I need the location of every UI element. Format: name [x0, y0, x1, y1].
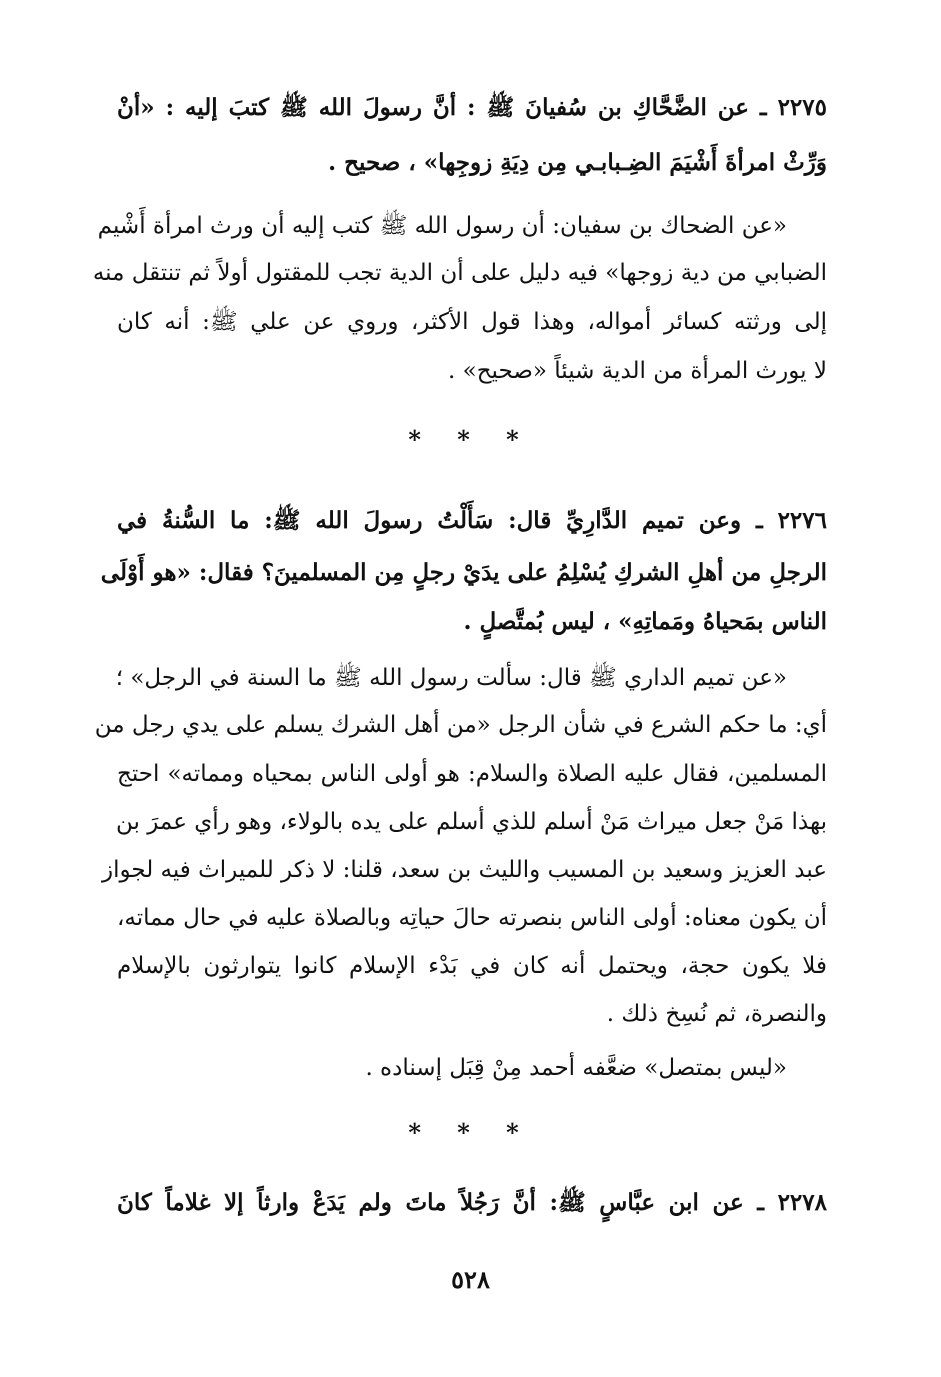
- page-number: ٥٢٨: [451, 1265, 490, 1294]
- hadith-2275-line-2: وَرِّثْ امرأةَ أَشْيَمَ الضِـبابـي مِن دِيَةِ زوجِها» ، صحيح .: [328, 149, 827, 176]
- hadith-2276-line-1: ٢٢٧٦ ـ وعن تميم الدَّارِيِّ قال: سَأَلْتُ رسولَ الله ﷺ: ما السُّنةُ في: [117, 507, 827, 534]
- commentary-2275-line-4: لا يورث المرأة من الدية شيئاً «صحيح» .: [448, 358, 827, 384]
- commentary-2276-line-9: «ليس بمتصل» ضعَّفه أحمد مِنْ قِبَل إسناده .: [365, 1055, 787, 1081]
- commentary-2276-line-4: بهذا مَنْ جعل ميراث مَنْ أسلم للذي أسلم على يده بالولاء، وهو رأي عمرَ بن: [116, 809, 827, 835]
- commentary-2276-line-1: «عن تميم الداري ﷺ قال: سألت رسول الله ﷺ ما السنة في الرجل» ؛: [115, 665, 787, 691]
- hadith-2276-line-3: الناس بمَحياهُ ومَماتِهِ» ، ليس بُمتَّصلٍ .: [463, 608, 827, 635]
- commentary-2275-line-3: إلى ورثته كسائر أمواله، وهذا قول الأكثر، وروي عن علي ﷺ: أنه كان: [117, 309, 827, 335]
- hadith-2275-line-1: ٢٢٧٥ ـ عن الضَّحَّاكِ بن سُفيانَ ﷺ : أنَّ رسولَ الله ﷺ كتبَ إليه : «أنْ: [117, 94, 827, 121]
- commentary-2276-line-5: عبد العزيز وسعيد بن المسيب والليث بن سعد، قلنا: لا ذكر للميراث فيه لجواز: [101, 857, 827, 883]
- commentary-2276-line-8: والنصرة، ثم نُسِخ ذلك .: [606, 1001, 827, 1027]
- commentary-2275-line-1: «عن الضحاك بن سفيان: أن رسول الله ﷺ كتب إليه أن ورث امرأة أَشْيم: [97, 213, 787, 239]
- hadith-2278-line-1: ٢٢٧٨ ـ عن ابن عبَّاسٍ ﷺ: أنَّ رَجُلاً ماتَ ولم يَدَعْ وارثاً إلا غلاماً كانَ: [117, 1189, 827, 1216]
- commentary-2275-line-2: الضبابي من دية زوجها» فيه دليل على أن الدية تجب للمقتول أولاً ثم تنتقل منه: [92, 260, 827, 286]
- section-separator: * * *: [408, 1118, 533, 1147]
- commentary-2276-line-7: فلا يكون حجة، ويحتمل أنه كان في بَدْء الإسلام كانوا يتوارثون بالإسلام: [117, 953, 827, 979]
- section-separator: * * *: [408, 425, 533, 454]
- hadith-2276-line-2: الرجلِ من أهلِ الشركِ يُسْلِمُ على يدَيْ رجلٍ مِن المسلمينَ؟ فقال: «هو أَوْلَى: [100, 559, 827, 586]
- commentary-2276-line-3: المسلمين، فقال عليه الصلاة والسلام: هو أولى الناس بمحياه ومماته» احتج: [117, 761, 827, 787]
- commentary-2276-line-6: أن يكون معناه: أولى الناس بنصرته حالَ حياتِه وبالصلاة عليه في حال مماته،: [117, 905, 827, 931]
- commentary-2276-line-2: أي: ما حكم الشرع في شأن الرجل «من أهل الشرك يسلم على يدي رجل من: [94, 712, 827, 738]
